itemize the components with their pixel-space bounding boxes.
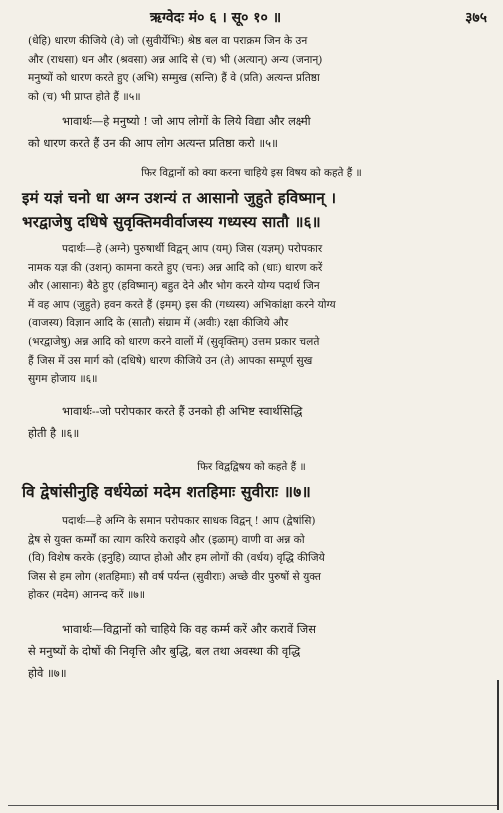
text-line: नामक यज्ञ की (उशन्) कामना करते हुए (चनः) अन्न आदि को (धाः) धारण करें (28, 261, 323, 274)
text-line: मनुष्यों को धारण करते हुए (अभि) सम्मुख (सन्ति) हैं वे (प्रति) अत्यन्त प्रतिष्ठा (28, 72, 320, 85)
text-line: हैं जिस में उस मार्ग को (दधिषे) धारण कीजिये उन (ते) आपका सम्पूर्ण सुख (28, 354, 313, 367)
text-line: में वह आप (जुहुते) हवन करते हैं (इमम्) इस की (गध्यस्य) अभिकांक्षा करने योग्य (28, 298, 336, 311)
section-intro-7: फिर विद्वद्विषय को कहते हैं ॥ (197, 461, 306, 473)
running-title: ऋग्वेदः मं० ६ । सू० १० ॥ (150, 10, 282, 26)
text-line: भावार्थः—विद्वानों को चाहिये कि वह कर्म्म करें और करावें जिस (62, 622, 316, 636)
text-line: को (च) भी प्राप्त होते हैं ॥५॥ (28, 90, 141, 103)
bottom-edge-line (8, 805, 498, 806)
text-line: और (राधसा) धन और (श्रवसा) अन्न आदि से (च) भी (अत्यान्) अन्य (जनान्) (28, 53, 323, 66)
text-line: पदार्थः—हे अग्नि के समान परोपकार साधक विद्वन् ! आप (द्वेषांसि) (62, 515, 316, 527)
page-number: ३७५ (465, 10, 487, 26)
mantra-7 (22, 480, 492, 504)
text-line: भावार्थः—हे मनुष्यो ! जो आप लोगों के लिये विद्या और लक्ष्मी (62, 114, 311, 128)
bhavarth-5 (28, 110, 486, 154)
text-line: होती है ॥६॥ (28, 426, 80, 440)
text-line: (वाजस्य) विज्ञान आदि के (सातौ) संग्राम में (अवीः) रक्षा कीजिये और (28, 317, 289, 330)
text-line: सुगम होजाय ॥६॥ (28, 373, 98, 386)
text-line: द्वेष से युक्त कर्म्मों का त्याग करिये कराइये और (इळाम्) वाणी वा अन्न को (28, 533, 305, 546)
text-line: और (आसानः) बैठे हुए (हविष्मान्) बहुत देने और भोग करने योग्य पदार्थ जिन (28, 280, 320, 293)
mantra-line: भरद्वाजेषु दधिषे सुवृक्तिमवीर्वाजस्य गध्यस्य सातौ ॥६॥ (22, 213, 321, 231)
right-edge-line (497, 680, 499, 810)
text-line: (धेहि) धारण कीजिये (वे) जो (सुवीर्येभिः) श्रेष्ठ बल वा पराक्रम जिन के उन (28, 35, 308, 47)
text-line: पदार्थः—हे (अग्ने) पुरुषार्थी विद्वन् आप (यम्) जिस (यज्ञम्) परोपकार (62, 243, 323, 255)
text-line: होवे ॥७॥ (28, 666, 67, 680)
text-line: को धारण करते हैं उन की आप लोग अत्यन्त प्रतिष्ठा करो ॥५॥ (28, 136, 278, 150)
text-line: भावार्थः--जो परोपकार करते हैं उनको ही अभिष्ट स्वार्थसिद्धि (62, 404, 303, 418)
mantra-6 (22, 186, 492, 234)
padarth-6 (28, 240, 486, 389)
mantra-line: वि द्वेषांसीनुहि वर्धयेळां मदेम शतहिमाः सुवीराः ॥७॥ (22, 482, 311, 501)
padarth-continued (28, 32, 486, 106)
padarth-7 (28, 512, 486, 605)
text-line: (वि) विशेष करके (इनुहि) व्याप्त होओ और हम लोगों की (वर्धय) वृद्धि कीजिये (28, 552, 325, 565)
section-intro-6: फिर विद्वानों को क्या करना चाहिये इस विषय को कहते हैं ॥ (141, 167, 362, 179)
bhavarth-6 (28, 400, 486, 444)
bhavarth-7 (28, 618, 486, 684)
text-line: जिस से हम लोग (शतहिमाः) सौ वर्ष पर्यन्त (सुवीराः) अच्छे वीर पुरुषों से युक्त (28, 570, 321, 583)
text-line: होकर (मदेम) आनन्द करें ॥७॥ (28, 589, 146, 602)
mantra-line: इमं यज्ञं चनो धा अग्न उशन्यं त आसानो जुहुते हविष्मान् । (22, 189, 337, 207)
text-line: से मनुष्यों के दोषों की निवृत्ति और बुद्धि, बल तथा अवस्था की वृद्धि (28, 644, 301, 658)
text-line: (भरद्वाजेषु) अन्न आदि को धारण करने वालों में (सुवृक्तिम्) उत्तम प्रकार चलते (28, 335, 320, 348)
page-header (0, 8, 503, 30)
